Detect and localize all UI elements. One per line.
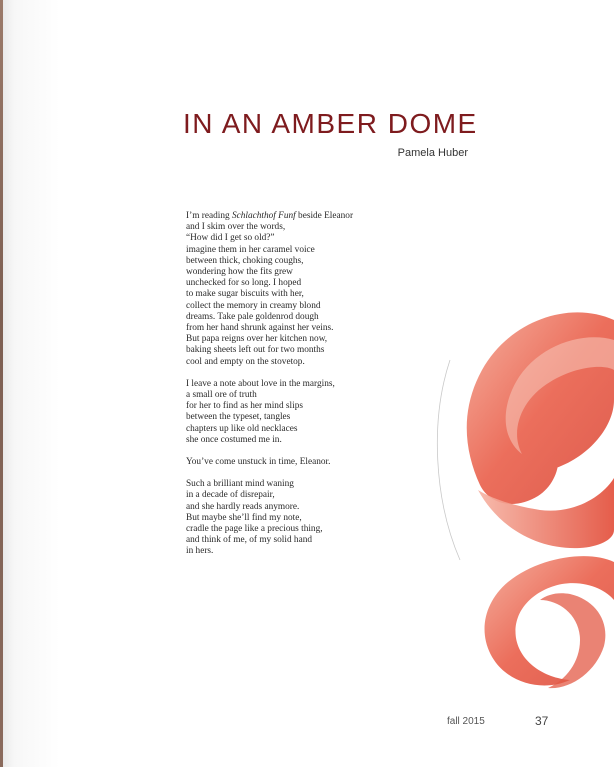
poem-line: between thick, choking coughs, (186, 255, 304, 266)
stanza-2 (186, 379, 426, 446)
stanza-1 (186, 211, 426, 368)
poem-line: “How did I get so old?” (186, 233, 275, 244)
poem-line: between the typeset, tangles (186, 412, 291, 423)
poem-body (186, 211, 426, 569)
stanza-4 (186, 479, 426, 557)
poem-line: to make sugar biscuits with her, (186, 289, 304, 300)
issue-season: fall 2015 (447, 716, 485, 727)
poem-line (186, 211, 426, 222)
lower-swirl-tail (540, 593, 605, 688)
poem-line-fragment: I’m reading (186, 211, 232, 221)
poem-line: and she hardly reads anymore. (186, 501, 300, 512)
poem-line: cradle the page like a precious thing, (186, 524, 323, 535)
stanza-3 (186, 457, 426, 468)
poem-line: dreams. Take pale goldenrod dough (186, 311, 319, 322)
poem-line: collect the memory in creamy blond (186, 300, 321, 311)
pencil-arc-line (437, 360, 460, 560)
poem-line: Such a brilliant mind waning (186, 479, 294, 490)
poem-line: for her to find as her mind slips (186, 401, 303, 412)
poem-line: in hers. (186, 546, 214, 557)
poem-author: Pamela Huber (397, 147, 468, 159)
poem-line: and I skim over the words, (186, 222, 286, 233)
poem-line: baking sheets left out for two months (186, 345, 325, 356)
poem-line: and think of me, of my solid hand (186, 535, 313, 546)
poem-line: unchecked for so long. I hoped (186, 278, 302, 289)
poem-line: she once costumed me in. (186, 434, 282, 445)
book-title-italic: Schlachthof Funf (231, 211, 296, 221)
poem-line: a small ore of truth (186, 390, 257, 401)
poem-line: But maybe she’ll find my note, (186, 512, 302, 523)
page-spine-edge (0, 0, 3, 767)
page-number: 37 (535, 714, 549, 728)
poem-line: in a decade of disrepair, (186, 490, 275, 501)
poem-line: chapters up like old necklaces (186, 423, 298, 434)
poem-line: But papa reigns over her kitchen now, (186, 334, 328, 345)
poem-title: IN AN AMBER DOME (183, 108, 478, 139)
poem-line: I leave a note about love in the margins, (186, 378, 335, 389)
watercolor-brushstroke-illustration (420, 300, 614, 700)
poem-line: You’ve come unstuck in time, Eleanor. (186, 457, 331, 468)
poem-line: cool and empty on the stovetop. (186, 356, 305, 367)
poem-line-fragment: beside Eleanor (295, 211, 354, 221)
poem-line: from her hand shrunk against her veins. (186, 323, 334, 334)
poem-line: imagine them in her caramel voice (186, 244, 315, 255)
poem-line: wondering how the fits grew (186, 267, 293, 278)
